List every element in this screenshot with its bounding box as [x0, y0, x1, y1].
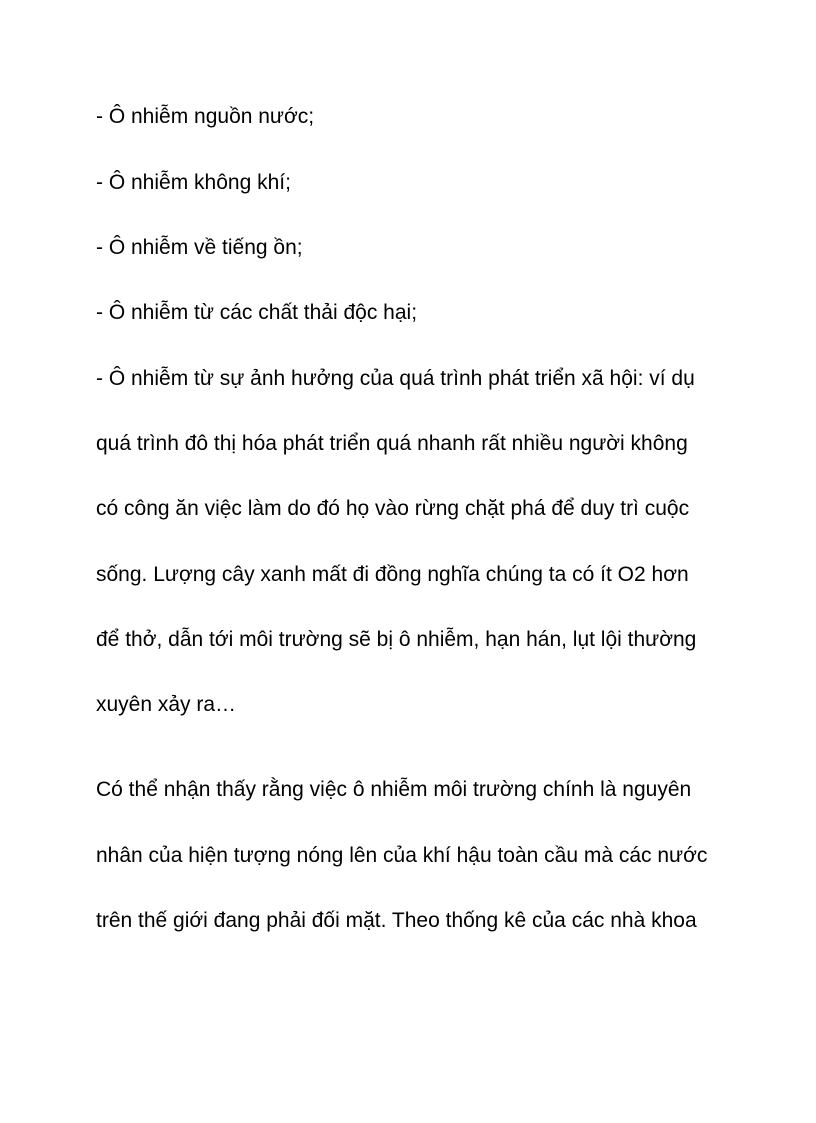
bullet-social-development-line: sống. Lượng cây xanh mất đi đồng nghĩa chúng ta có ít O2 hơn	[96, 563, 689, 586]
bullet-water-pollution: - Ô nhiễm nguồn nước;	[96, 105, 315, 128]
bullet-social-development-line: để thở, dẫn tới môi trường sẽ bị ô nhiễm, hạn hán, lụt lội thường	[96, 628, 697, 651]
paragraph-line: Có thể nhận thấy rằng việc ô nhiễm môi trường chính là nguyên	[96, 778, 692, 801]
bullet-air-pollution: - Ô nhiễm không khí;	[96, 171, 291, 194]
bullet-toxic-waste: - Ô nhiễm từ các chất thải độc hại;	[96, 301, 418, 324]
bullet-noise-pollution: - Ô nhiễm về tiếng ồn;	[96, 236, 303, 259]
bullet-social-development-line: - Ô nhiễm từ sự ảnh hưởng của quá trình phát triển xã hội: ví dụ	[96, 367, 695, 390]
bullet-social-development-line: có công ăn việc làm do đó họ vào rừng chặt phá để duy trì cuộc	[96, 497, 690, 520]
paragraph-line: trên thế giới đang phải đối mặt. Theo thống kê của các nhà khoa	[96, 909, 697, 932]
bullet-social-development-line: xuyên xảy ra…	[96, 693, 237, 716]
bullet-social-development-line: quá trình đô thị hóa phát triển quá nhanh rất nhiều người không	[96, 432, 688, 455]
paragraph-line: nhân của hiện tượng nóng lên của khí hậu toàn cầu mà các nước	[96, 844, 708, 867]
